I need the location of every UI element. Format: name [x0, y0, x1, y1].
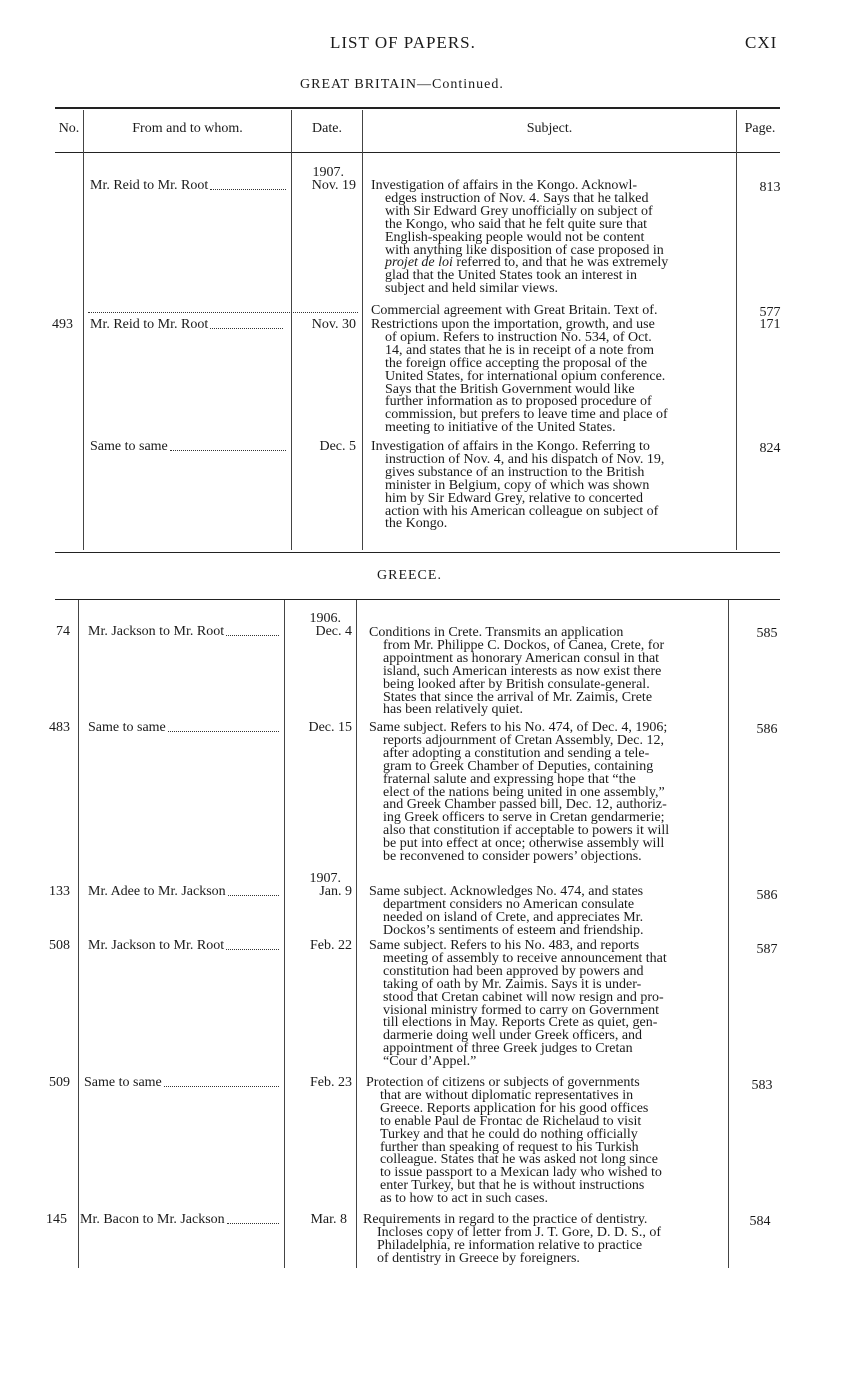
- subject-line: the foreign office accepting the proposal of the: [385, 355, 648, 371]
- subject-line: English-speaking people would not be content: [385, 229, 645, 245]
- subject-line: also that constitution if acceptable to powers it will: [383, 823, 670, 839]
- table-row-no: 74: [56, 624, 70, 639]
- subject-line: be reconvened to consider powers’ objections.: [383, 849, 642, 865]
- subject-line: ing Greek officers to serve in Cretan gendarmerie;: [383, 810, 665, 826]
- subject-line: 14, and states that he is in receipt of a note from: [385, 342, 655, 358]
- subject-line: Incloses copy of letter from J. T. Gore, D. D. S., of: [377, 1224, 662, 1240]
- subject-line: Conditions in Crete. Transmits an application: [369, 625, 624, 640]
- table-row-subject: [371, 441, 733, 531]
- subject-line: with anything like disposition of case proposed in: [385, 242, 664, 258]
- table-row-date: Jan. 9: [319, 884, 352, 899]
- subject-line: be put into effect at once; otherwise assembly will: [383, 836, 665, 852]
- subject-line: projet de loi referred to, and that he was extremely: [385, 255, 669, 271]
- from-text: Mr. Reid to Mr. Root: [90, 178, 209, 193]
- subject-line: as to how to act in such cases.: [380, 1191, 548, 1207]
- subject-line: colleague. States that he was asked not long since: [380, 1152, 658, 1168]
- leader-dots: [226, 626, 279, 636]
- row-separator-dotted: [88, 312, 358, 313]
- from-text: Mr. Bacon to Mr. Jackson: [80, 1212, 225, 1227]
- table-top-rule: [55, 599, 780, 600]
- from-text: Mr. Adee to Mr. Jackson: [88, 884, 226, 899]
- subject-line: to enable Paul de Frontac de Richelaud to visit: [380, 1113, 642, 1129]
- table-row-subject: [366, 1077, 726, 1206]
- subject-line: the Kongo.: [385, 516, 448, 532]
- subject-line: darmerie doing well under Greek officers, and: [383, 1028, 643, 1044]
- subject-line: and Greek Chamber passed bill, Dec. 12, authoriz-: [383, 797, 667, 813]
- subject-line: department considers no American consulate: [383, 896, 635, 912]
- leader-dots: [210, 180, 286, 190]
- leader-dots: [168, 722, 279, 732]
- column-divider: [83, 110, 84, 550]
- subject-line: fraternal salute and expressing hope that “the: [383, 771, 636, 787]
- subject-line: that are without diplomatic representatives in: [380, 1087, 634, 1103]
- table-row-page: 585: [756, 626, 778, 641]
- table-row-subject: [369, 940, 726, 1069]
- table-row-from: [84, 1077, 281, 1090]
- table-row-from: [88, 626, 281, 639]
- subject-line: stood that Cretan cabinet will now resign and pro-: [383, 989, 664, 1005]
- subject-line: Commercial agreement with Great Britain. Text of.: [371, 303, 658, 318]
- subject-line: commission, but prefers to leave time and place of: [385, 407, 668, 423]
- from-text: Same to same: [90, 439, 168, 454]
- leader-dots: [170, 441, 286, 451]
- column-header-from: From and to whom.: [132, 121, 243, 136]
- table-row-from: [88, 722, 281, 735]
- subject-line: enter Turkey, but that he is without instructions: [380, 1178, 645, 1194]
- table-row-from: [88, 886, 281, 899]
- year-label: 1907.: [309, 871, 341, 886]
- table-row-from: [90, 180, 288, 193]
- table-row-date: Mar. 8: [310, 1212, 347, 1227]
- subject-line: Philadelphia, re information relative to practice: [377, 1237, 643, 1253]
- table-bottom-rule: [55, 552, 780, 553]
- table-row-from: [90, 441, 288, 454]
- subject-line: elect of the nations being united in one assembly,”: [383, 784, 665, 800]
- subject-line: the Kongo, who said that he felt quite sure that: [385, 216, 648, 232]
- table-row-date: Dec. 15: [308, 720, 352, 735]
- table-row-page: 824: [759, 441, 781, 456]
- subject-line: meeting of assembly to receive announcement that: [383, 950, 667, 966]
- leader-dots: [228, 886, 279, 896]
- table-row-page: 171: [759, 317, 781, 332]
- leader-dots: [210, 319, 283, 329]
- subject-line: Turkey and that he could do nothing officially: [380, 1126, 638, 1142]
- subject-line: Investigation of affairs in the Kongo. Referring to: [371, 439, 650, 454]
- subject-line: further information as to proposed procedure of: [385, 394, 652, 410]
- from-text: Mr. Jackson to Mr. Root: [88, 624, 225, 639]
- table-row-no: 133: [49, 884, 70, 899]
- table-row-page: 587: [756, 942, 778, 957]
- subject-line: subject and held similar views.: [385, 281, 559, 297]
- table-row-date: Nov. 30: [311, 317, 356, 332]
- column-divider: [78, 600, 79, 1268]
- table-row-page: 577: [759, 305, 781, 320]
- year-label: 1907.: [312, 165, 344, 180]
- subject-line: States that since the arrival of Mr. Zaimis, Crete: [383, 689, 653, 705]
- subject-line: Greece. Reports application for his good offices: [380, 1100, 649, 1116]
- subject-line: of dentistry in Greece by foreigners.: [377, 1250, 580, 1266]
- subject-line: him by Sir Edward Grey, relative to concerted: [385, 490, 644, 506]
- table-header-rule: [55, 152, 780, 153]
- subject-line: island, such American interests as now exist there: [383, 663, 662, 679]
- subject-line: Dockos’s sentiments of esteem and friendship.: [383, 922, 644, 938]
- subject-line: appointment as honorary American consul in that: [383, 650, 660, 666]
- column-divider: [736, 110, 737, 550]
- table-row-page: 586: [756, 888, 778, 903]
- subject-line: taking of oath by Mr. Zaimis. Says it is under-: [383, 976, 642, 992]
- table-row-no: 145: [46, 1212, 67, 1227]
- section-title-greece: GREECE.: [377, 568, 442, 583]
- table-row-subject: [371, 180, 733, 296]
- subject-line: Requirements in regard to the practice of dentistry.: [363, 1212, 648, 1227]
- subject-line: till elections in May. Reports Crete as quiet, gen-: [383, 1015, 658, 1031]
- table-row-page: 584: [749, 1214, 771, 1229]
- subject-line: Restrictions upon the importation, growth, and use: [371, 317, 655, 332]
- subject-line: Protection of citizens or subjects of governments: [366, 1075, 640, 1090]
- leader-dots: [226, 940, 279, 950]
- table-row-subject: [369, 627, 726, 717]
- table-row-no: 509: [49, 1075, 70, 1090]
- subject-line: from Mr. Philippe C. Dockos, of Canea, Crete, for: [383, 637, 665, 653]
- from-text: Same to same: [88, 720, 166, 735]
- subject-line: Investigation of affairs in the Kongo. Acknowl-: [371, 178, 638, 193]
- subject-line: further than speaking of request to his Turkish: [380, 1139, 639, 1155]
- column-header-subject: Subject.: [526, 121, 573, 136]
- column-header-no: No.: [58, 121, 80, 136]
- from-text: Same to same: [84, 1075, 162, 1090]
- subject-line: Same subject. Refers to his No. 483, and reports: [369, 938, 640, 953]
- subject-line: after adopting a constitution and sending a tele-: [383, 745, 650, 761]
- section-title-great-britain: GREAT BRITAIN—Continued.: [300, 77, 504, 92]
- column-divider: [356, 600, 357, 1268]
- table-row-no: 483: [49, 720, 70, 735]
- table-row-from: [88, 940, 281, 953]
- table-row-no: 493: [52, 317, 73, 332]
- table-row-subject: [371, 305, 736, 318]
- table-row-date: Nov. 19: [311, 178, 356, 193]
- subject-line: meeting to initiative of the United States.: [385, 420, 616, 436]
- subject-line: visional ministry formed to carry on Government: [383, 1002, 660, 1018]
- subject-line: gives substance of an instruction to the British: [385, 464, 645, 480]
- table-row-from: [80, 1214, 281, 1227]
- table-row-subject: [369, 722, 726, 864]
- subject-line: needed on island of Crete, and appreciates Mr.: [383, 909, 644, 925]
- subject-line: being looked after by British consulate-general.: [383, 676, 650, 692]
- subject-line: with Sir Edward Grey unofficially on subject of: [385, 203, 653, 219]
- subject-line: Same subject. Refers to his No. 474, of Dec. 4, 1906;: [369, 720, 668, 735]
- column-divider: [284, 600, 285, 1268]
- table-row-date: Dec. 4: [315, 624, 352, 639]
- subject-line: Same subject. Acknowledges No. 474, and states: [369, 884, 644, 899]
- table-row-date: Dec. 5: [319, 439, 356, 454]
- subject-line: constitution had been approved by powers and: [383, 963, 644, 979]
- subject-line: has been relatively quiet.: [383, 702, 523, 718]
- year-label: 1906.: [309, 611, 341, 626]
- subject-line: minister in Belgium, copy of which was shown: [385, 477, 650, 493]
- leader-dots: [227, 1214, 279, 1224]
- from-text: Mr. Reid to Mr. Root: [90, 317, 209, 332]
- table-row-page: 583: [751, 1078, 773, 1093]
- subject-line: glad that the United States took an interest in: [385, 268, 637, 284]
- table-row-subject: [363, 1214, 726, 1266]
- subject-line: edges instruction of Nov. 4. Says that he talked: [385, 190, 649, 206]
- from-text: Mr. Jackson to Mr. Root: [88, 938, 225, 953]
- column-divider: [728, 600, 729, 1268]
- subject-line: action with his American colleague on subject of: [385, 503, 659, 519]
- subject-line: United States, for international opium conference.: [385, 368, 666, 384]
- page-number: CXI: [745, 33, 778, 52]
- subject-line: Says that the British Government would like: [385, 381, 635, 397]
- page-title: LIST OF PAPERS.: [330, 33, 476, 52]
- table-row-subject: [371, 319, 733, 435]
- table-row-page: 813: [759, 180, 781, 195]
- table-row-no: 508: [49, 938, 70, 953]
- table-row-date: Feb. 23: [310, 1075, 352, 1090]
- subject-line: of opium. Refers to instruction No. 534, of Oct.: [385, 329, 652, 345]
- column-header-date: Date.: [312, 121, 342, 136]
- table-row-subject: [369, 886, 726, 938]
- subject-line: “Cour d’Appel.”: [383, 1054, 477, 1070]
- subject-line: reports adjournment of Cretan Assembly, Dec. 12,: [383, 732, 664, 748]
- table-row-from: [90, 319, 285, 332]
- column-divider: [362, 110, 363, 550]
- table-row-date: Feb. 22: [310, 938, 352, 953]
- leader-dots: [164, 1077, 279, 1087]
- table-top-rule: [55, 107, 780, 109]
- subject-line: instruction of Nov. 4, and his dispatch of Nov. 19,: [385, 451, 665, 467]
- column-header-page: Page.: [744, 121, 776, 136]
- subject-line: appointment of three Greek judges to Cretan: [383, 1041, 633, 1057]
- subject-line: to issue passport to a Mexican lady who wished to: [380, 1165, 662, 1181]
- table-row-page: 586: [756, 722, 778, 737]
- subject-line: gram to Greek Chamber of Deputies, containing: [383, 758, 654, 774]
